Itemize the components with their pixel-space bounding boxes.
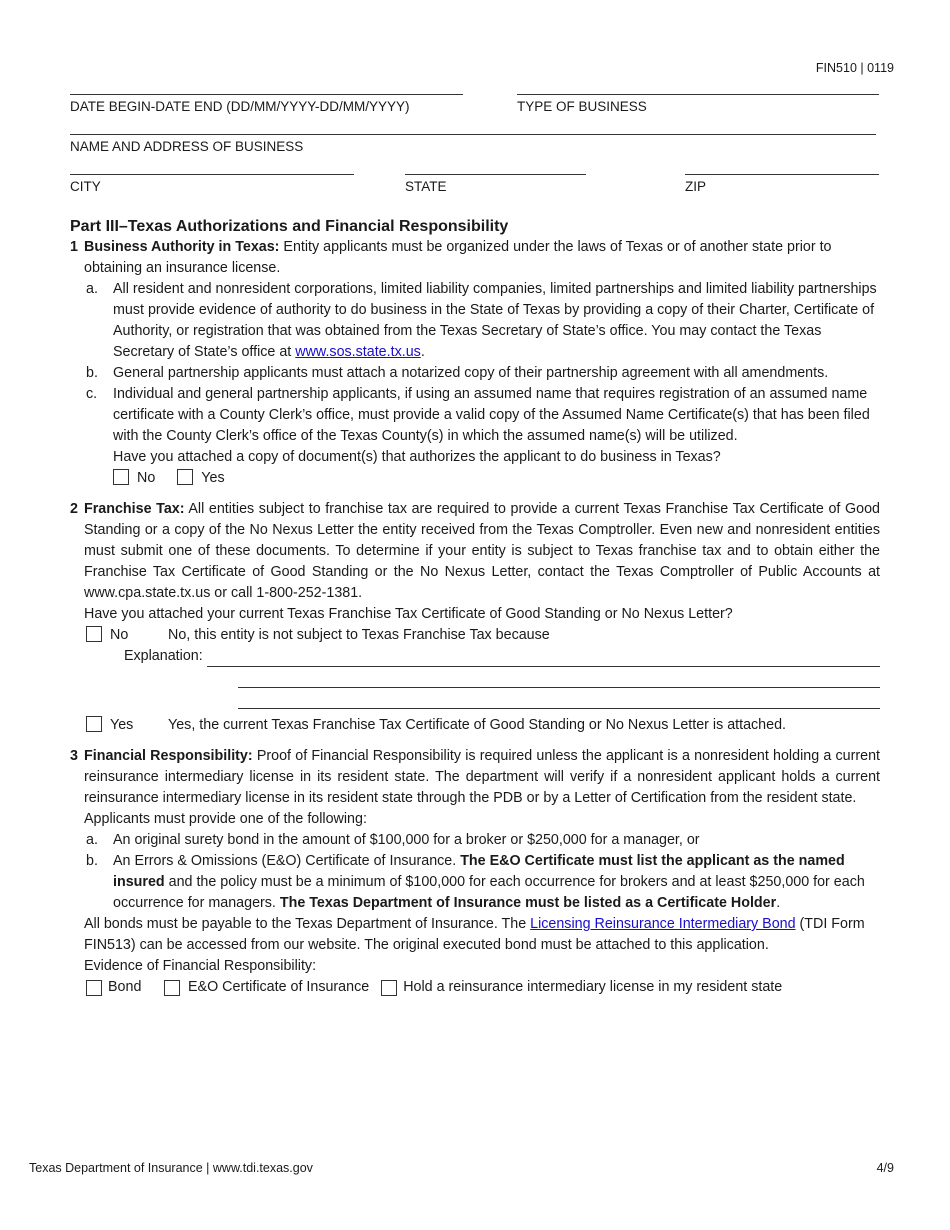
no-label: No (137, 470, 156, 486)
item-text: All resident and nonresident corporations, limited liability companies, limited partnerships and limited liability partnerships must provide evidence of authority to do business in the State of Texas by providing a copy of their Charter, Certificate of Authority, or registration that was obtained from the Texas Secretary of State’s office. You may contact the Texas Secretary of State’s office at (113, 281, 877, 360)
eo-option (164, 977, 369, 998)
explanation-field[interactable] (207, 652, 880, 667)
item-text: An Errors & Omissions (E&O) Certificate of Insurance. (113, 853, 461, 869)
footer-text: Texas Department of Insurance | www.tdi.texas.gov (29, 1161, 313, 1175)
part-3 (70, 216, 880, 998)
section-number: 1 (70, 239, 78, 255)
explanation-line-3[interactable] (238, 694, 880, 709)
bond-form-link[interactable]: Licensing Reinsurance Intermediary Bond (530, 916, 796, 932)
form-id: FIN510 | 0119 (815, 61, 894, 75)
section-title: Business Authority in Texas: (84, 239, 280, 255)
name-label: NAME AND ADDRESS OF BUSINESS (70, 139, 304, 154)
no-checkbox[interactable] (86, 626, 102, 642)
license-checkbox[interactable] (381, 980, 397, 996)
no-text: No, this entity is not subject to Texas Franchise Tax because (168, 627, 550, 643)
yes-label: Yes (110, 717, 134, 733)
license-option (381, 977, 782, 998)
type-label: TYPE OF BUSINESS (517, 99, 647, 114)
item-letter: b. (86, 853, 98, 869)
item-letter: b. (86, 365, 98, 381)
city-label: CITY (70, 179, 101, 194)
intro: Applicants must provide one of the following: (84, 811, 367, 827)
section-2 (70, 499, 880, 736)
bond-option (86, 977, 152, 998)
item-text: An original surety bond in the amount of $100,000 for a broker or $250,000 for a manager, or (113, 832, 700, 848)
license-label: Hold a reinsurance intermediary license in my resident state (403, 979, 783, 995)
section-text: Entity applicants must be organized under the laws of Texas or of another state prior to obtaining an insurance license. (84, 239, 832, 276)
state-field[interactable] (405, 174, 586, 175)
section-title: Financial Responsibility: (84, 748, 253, 764)
bond-checkbox[interactable] (86, 980, 102, 996)
part-title: Part III–Texas Authorizations and Financial Responsibility (70, 218, 509, 235)
item-text: Individual and general partnership applicants, if using an assumed name that requires registration of an assumed name certificate with a County Clerk’s office, must provide a valid copy of the Assumed Name Certificate(s) that has been filed with the County Clerk’s office of the Texas County(s) in which the assumed name(s) will be utilized. (113, 386, 870, 444)
page-number: 4/9 (876, 1161, 894, 1175)
name-field[interactable] (70, 134, 876, 135)
zip-field[interactable] (685, 174, 879, 175)
city-field[interactable] (70, 174, 354, 175)
bonds-text: All bonds must be payable to the Texas Department of Insurance. The (84, 916, 531, 932)
bonds-text: (TDI Form FIN513) can be accessed from our website. The original executed bond must be attached to this application. (84, 916, 865, 953)
section-number: 2 (70, 501, 78, 517)
yes-text: Yes, the current Texas Franchise Tax Certificate of Good Standing or No Nexus Letter is attached. (168, 717, 787, 733)
evidence-label: Evidence of Financial Responsibility: (84, 958, 317, 974)
no-label: No (110, 627, 129, 643)
explanation-line-2[interactable] (238, 673, 880, 688)
question: Have you attached a copy of document(s) that authorizes the applicant to do business in Texas? (113, 449, 721, 465)
date-label: DATE BEGIN-DATE END (DD/MM/YYYY-DD/MM/YYYY) (70, 99, 410, 114)
bond-label: Bond (108, 979, 142, 995)
zip-label: ZIP (685, 179, 707, 194)
item-text: and the policy must be a minimum of $100,000 for each occurrence for brokers and at least $250,000 for each occurrence for managers. (113, 874, 865, 911)
item-bold: The Texas Department of Insurance must be listed as a Certificate Holder (279, 895, 777, 911)
item-letter: a. (86, 832, 98, 848)
section-text: Proof of Financial Responsibility is required unless the applicant is a nonresident holding a current reinsurance intermediary license in its resident state. The department will verify if a nonresident applicant holds a current reinsurance intermediary license in its resident state through the PDB or by a Letter of Certification from the resident state. (84, 748, 880, 806)
eo-label: E&O Certificate of Insurance (188, 979, 370, 995)
date-field[interactable] (70, 94, 463, 95)
punct: . (776, 895, 781, 911)
item-letter: a. (86, 281, 98, 297)
sos-link[interactable]: www.sos.state.tx.us (295, 344, 421, 360)
no-checkbox[interactable] (113, 469, 129, 485)
punct: . (420, 344, 425, 360)
item-text: General partnership applicants must attach a notarized copy of their partnership agreement with all amendments. (113, 365, 829, 381)
type-field[interactable] (517, 94, 879, 95)
explanation-label: Explanation: (124, 648, 203, 664)
question: Have you attached your current Texas Franchise Tax Certificate of Good Standing or No Nexus Letter? (84, 606, 733, 622)
section-number: 3 (70, 748, 78, 764)
yes-label: Yes (201, 470, 225, 486)
state-label: STATE (405, 179, 447, 194)
yes-checkbox[interactable] (177, 469, 193, 485)
eo-checkbox[interactable] (164, 980, 180, 996)
yes-checkbox[interactable] (86, 716, 102, 732)
section-text: All entities subject to franchise tax are required to provide a current Texas Franchise Tax Certificate of Good Standing or a copy of the No Nexus Letter the entity received from the Texas Comptroller. Even new and nonresident entities must submit one of these documents. To determine if your entity is subject to Texas franchise tax and to obtain either the Franchise Tax Certificate of Good Standing or the No Nexus Letter, contact the Texas Comptroller of Public Accounts at www.cpa.state.tx.us or call 1-800-252-1381. (84, 501, 880, 601)
item-letter: c. (86, 386, 98, 402)
section-title: Franchise Tax: (84, 501, 185, 517)
section-3 (70, 746, 880, 998)
item-bold: The E&O Certificate must list the applicant as the named insured (113, 853, 845, 890)
section-1 (70, 237, 880, 489)
